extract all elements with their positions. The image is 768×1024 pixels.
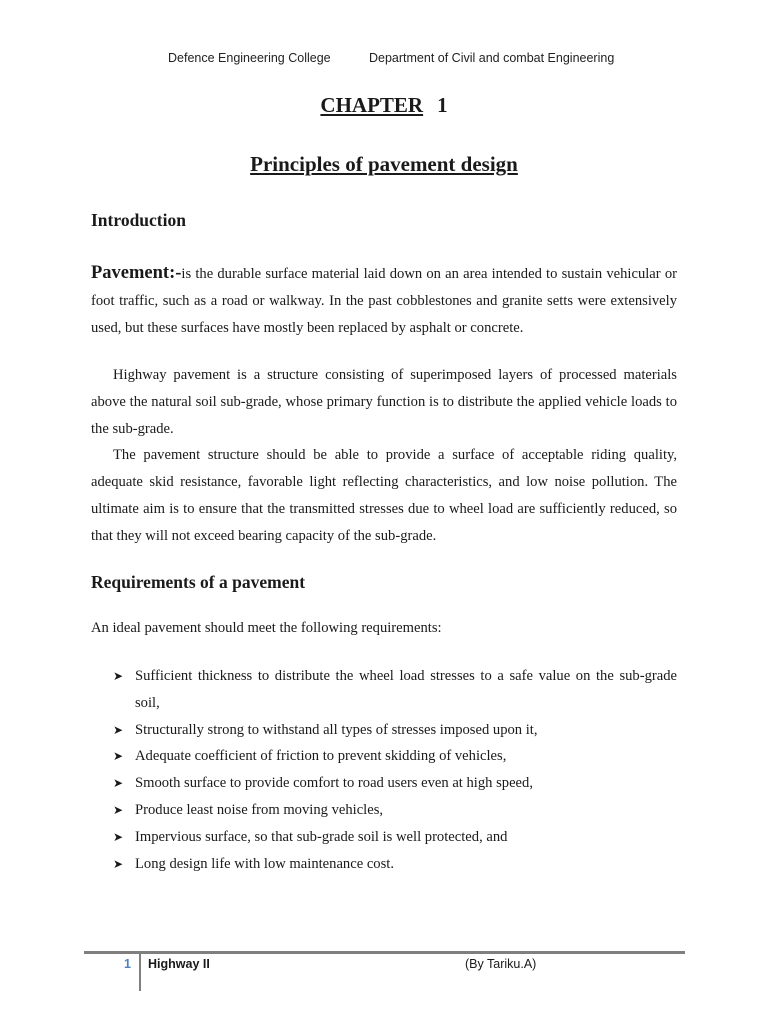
arrow-bullet-icon: ➤	[113, 669, 124, 683]
list-item-text: Impervious surface, so that sub-grade soil is well protected, and	[135, 828, 508, 845]
arrow-bullet-icon: ➤	[113, 722, 124, 737]
header-college: Defence Engineering College	[168, 51, 331, 65]
list-item	[113, 797, 677, 824]
arrow-bullet-icon: ➤	[113, 829, 124, 844]
requirements-intro: An ideal pavement should meet the following requirements:	[91, 620, 442, 636]
pavement-term: Pavement:-	[91, 263, 182, 283]
list-item	[113, 824, 677, 851]
list-item-text: Produce least noise from moving vehicles,	[135, 801, 384, 818]
requirements-heading: Requirements of a pavement	[91, 572, 306, 592]
chapter-word: CHAPTER	[320, 93, 424, 117]
chapter-heading	[0, 93, 768, 118]
introduction-heading: Introduction	[91, 210, 186, 230]
page-title: Principles of pavement design	[250, 152, 518, 176]
list-item-text: Smooth surface to provide comfort to road users even at high speed,	[135, 775, 533, 792]
footer-author: (By Tariku.A)	[465, 957, 537, 971]
footer-subject: Highway II	[148, 957, 210, 971]
list-item	[113, 770, 677, 797]
chapter-number: 1	[437, 93, 448, 117]
arrow-bullet-icon: ➤	[113, 856, 124, 871]
list-item-text: Structurally strong to withstand all types of stresses imposed upon it,	[135, 721, 538, 738]
arrow-bullet-icon: ➤	[113, 802, 124, 817]
paragraph-highway-pavement: Highway pavement is a structure consisting of superimposed layers of processed materials above the natural soil sub-grade, whose primary function is to distribute the applied vehicle loads to the sub-grade.	[91, 367, 677, 437]
header-department: Department of Civil and combat Engineering	[369, 51, 615, 65]
arrow-bullet-icon: ➤	[113, 749, 124, 764]
list-item-text: Sufficient thickness to distribute the wheel load stresses to a safe value on the sub-grade soil,	[135, 668, 677, 711]
paragraph-pavement-definition	[91, 260, 677, 342]
pavement-definition-text: is the durable surface material laid down on an area intended to sustain vehicular or foot traffic, such as a road or walkway. In the past cobblestones and granite setts were extensively used, but these surfaces have mostly been replaced by asphalt or concrete.	[91, 266, 677, 336]
list-item	[113, 743, 677, 770]
paragraph-pavement-structure: The pavement structure should be able to provide a surface of acceptable riding quality, adequate skid resistance, favorable light reflecting characteristics, and low noise pollution. The ultimate aim is to ensure that the transmitted stresses due to wheel load are sufficiently reduced, so that they will not exceed bearing capacity of the sub-grade.	[91, 447, 677, 544]
list-item-text: Adequate coefficient of friction to prevent skidding of vehicles,	[135, 748, 507, 765]
footer-divider	[139, 954, 141, 991]
requirements-list	[113, 663, 677, 877]
list-item-text: Long design life with low maintenance cost.	[135, 855, 394, 872]
arrow-bullet-icon: ➤	[113, 776, 124, 791]
footer-page-number: 1	[124, 957, 131, 971]
list-item	[113, 851, 677, 878]
list-item	[113, 717, 677, 744]
footer-rule	[84, 951, 685, 954]
list-item	[113, 663, 677, 717]
